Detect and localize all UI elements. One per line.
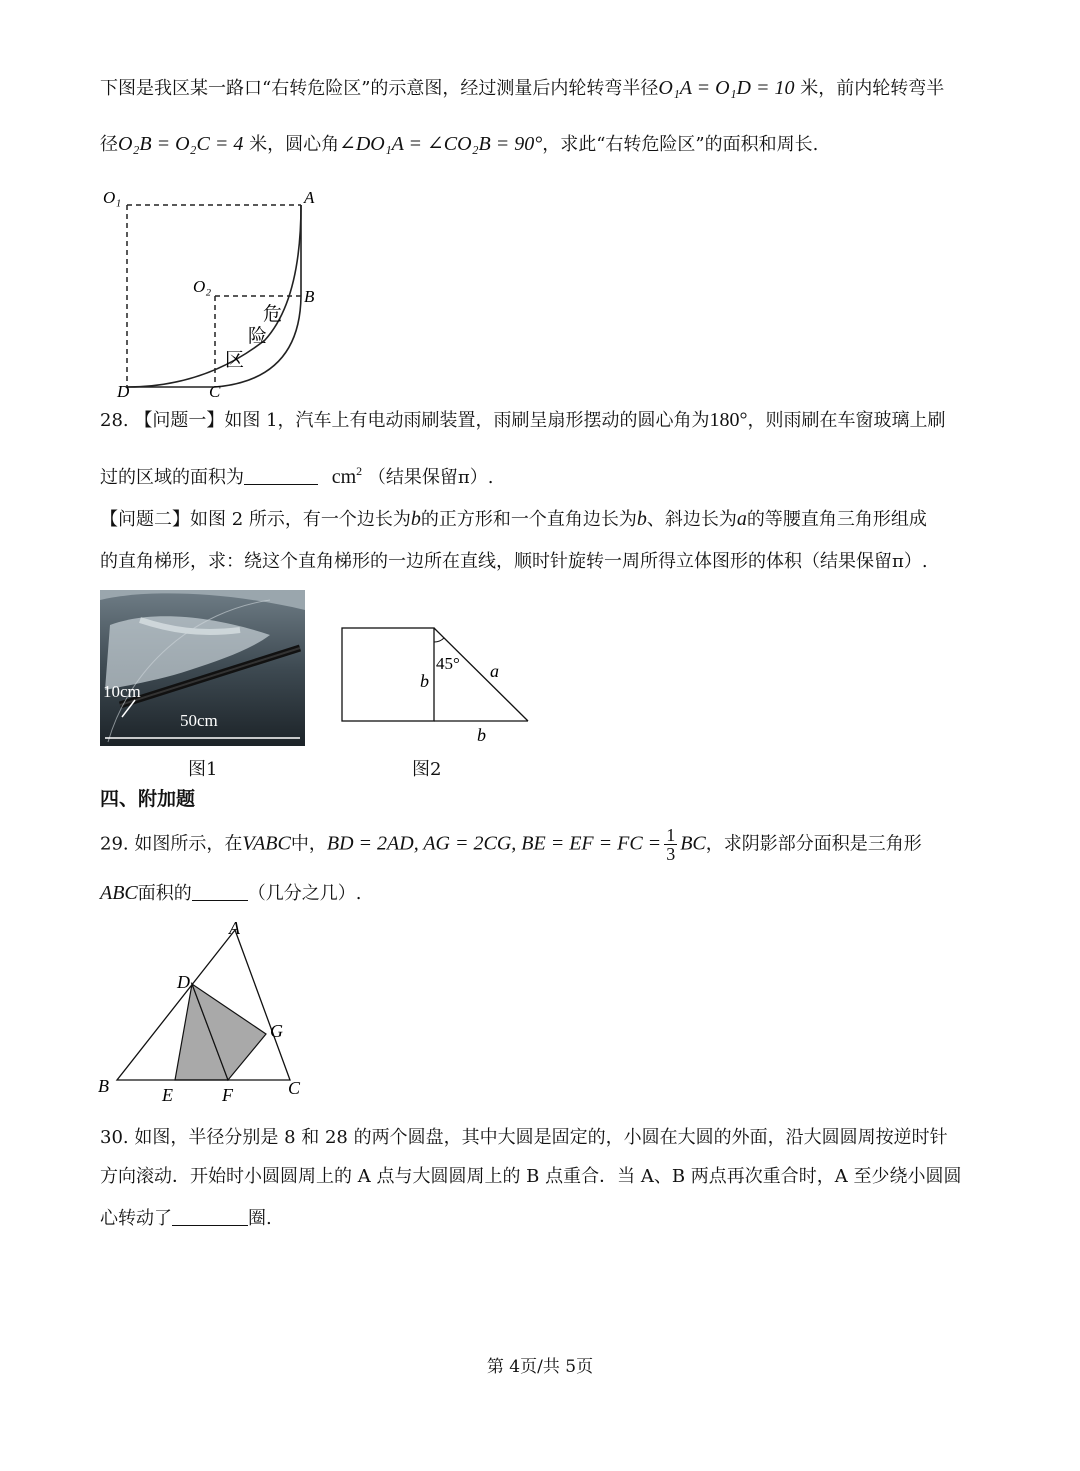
q28-line-1	[100, 406, 946, 435]
triangle-figure	[95, 918, 315, 1108]
label-c: C	[209, 382, 221, 400]
q28-line-2	[100, 457, 493, 492]
q29-line-1	[100, 826, 922, 863]
label-a: A	[229, 918, 240, 938]
intro-text: 径	[100, 134, 118, 155]
intro-text: 米，圆心角	[249, 134, 340, 155]
label-10cm: 10cm	[103, 682, 141, 701]
trapezoid-figure	[335, 620, 540, 745]
q29-text: ，求阴影部分面积是三角形	[705, 833, 922, 855]
label-a: A	[304, 188, 315, 207]
q28-text: 过的区域的面积为	[100, 467, 244, 488]
q30-text: 方向滚动．开始时小圆圆周上的 A 点与大圆圆周上的 B 点重合．当 A、B 两点再次重合时，A 至少绕小圆圆	[100, 1166, 962, 1187]
label-d: D	[177, 972, 190, 992]
q30-text: 圈.	[248, 1208, 272, 1229]
label-a: a	[490, 661, 499, 681]
q28-text: 的正方形和一个直角边长为	[420, 509, 637, 530]
radius-formula: O₁A = O₁D = 10	[658, 77, 795, 99]
triangle-abc: ABC	[100, 882, 138, 904]
segment-bc: BC	[680, 832, 706, 855]
wiper-angle: 180°	[709, 409, 748, 431]
label-o2: O₂	[193, 277, 212, 296]
section-heading: 四、附加题	[100, 788, 196, 810]
label-b: B	[304, 287, 315, 306]
q29-text: 29. 如图所示，在	[100, 833, 243, 855]
label-b: B	[98, 1076, 109, 1096]
label-b-left: b	[420, 671, 429, 691]
answer-blank[interactable]	[192, 882, 248, 901]
label-e: E	[162, 1085, 173, 1105]
q30-line-1	[100, 1124, 948, 1152]
fraction-one-third	[664, 826, 677, 863]
danger-zone-figure	[95, 180, 335, 400]
q30-text: 心转动了	[100, 1208, 172, 1229]
q29-text: （几分之几）.	[247, 883, 362, 904]
q28-text: ，则雨刷在车窗玻璃上刷	[747, 410, 946, 431]
triangle-name: VABC	[242, 832, 291, 855]
unit	[332, 466, 362, 488]
var-b: b	[636, 508, 647, 530]
q28-text: 的直角梯形，求：绕这个直角梯形的一边所在直线，顺时针旋转一周所得立体图形的体积（结果保留π）.	[100, 551, 928, 572]
label-o1: O₁	[103, 188, 122, 207]
label-g: G	[270, 1021, 283, 1041]
condition-formula: BD = 2AD, AG = 2CG, BE = EF = FC =	[326, 832, 662, 855]
unit-sup: 2	[356, 464, 363, 478]
answer-blank[interactable]	[244, 466, 318, 485]
q28-text: 、斜边长为	[646, 509, 737, 530]
intro-text: ，求此“右转危险区”的面积和周长.	[542, 134, 819, 155]
intro-line-1	[100, 74, 944, 103]
label-c: C	[288, 1078, 301, 1098]
q30-line-3	[100, 1205, 272, 1233]
label-f: F	[222, 1085, 233, 1105]
q29-line-2	[100, 879, 362, 908]
fig1-caption: 图1	[188, 759, 218, 780]
intro-text: 下图是我区某一路口“右转危险区”的示意图，经过测量后内轮转弯半径	[100, 78, 659, 99]
angle-formula: ∠DO₁A = ∠CO₂B = 90°	[339, 133, 543, 155]
unit-text: cm	[331, 466, 357, 488]
angle-45: 45°	[436, 654, 460, 673]
label-d: D	[117, 382, 130, 400]
q29-text: 面积的	[137, 883, 192, 904]
var-b: b	[410, 508, 421, 530]
intro-text: 米，前内轮转弯半	[800, 78, 945, 99]
q28-text: 【问题二】如图 2 所示，有一个边长为	[100, 509, 411, 530]
q30-text: 30. 如图，半径分别是 8 和 28 的两个圆盘，其中大圆是固定的，小圆在大圆的外面，沿大圆圆周按逆时针	[100, 1127, 948, 1148]
windshield-illustration	[100, 590, 305, 746]
q28-text: 28. 【问题一】如图 1，汽车上有电动雨刷装置，雨刷呈扇形摆动的圆心角为	[100, 410, 710, 431]
fraction-den: 3	[666, 844, 676, 864]
windshield-photo	[100, 590, 305, 746]
q28-text: （结果保留π）.	[367, 467, 494, 488]
q30-line-2	[100, 1163, 962, 1191]
zone-char-3: 区	[225, 350, 245, 371]
radius-formula: O₂B = O₂C = 4	[118, 133, 244, 155]
q29-text: 中，	[290, 833, 327, 855]
page-number: 第 4页/共 5页	[486, 1357, 594, 1377]
answer-blank[interactable]	[172, 1207, 248, 1226]
fig2-caption: 图2	[412, 759, 442, 780]
zone-char-1: 危	[263, 304, 283, 325]
fraction-num: 1	[666, 825, 676, 845]
label-50cm: 50cm	[180, 711, 218, 730]
q28-part2-line-2	[100, 548, 928, 576]
q28-part2-line-1	[100, 505, 927, 534]
var-a: a	[736, 508, 747, 530]
q28-text: 的等腰直角三角形组成	[746, 509, 927, 530]
intro-line-2	[100, 130, 818, 159]
zone-char-2: 险	[248, 326, 268, 347]
label-b-bottom: b	[477, 725, 486, 745]
